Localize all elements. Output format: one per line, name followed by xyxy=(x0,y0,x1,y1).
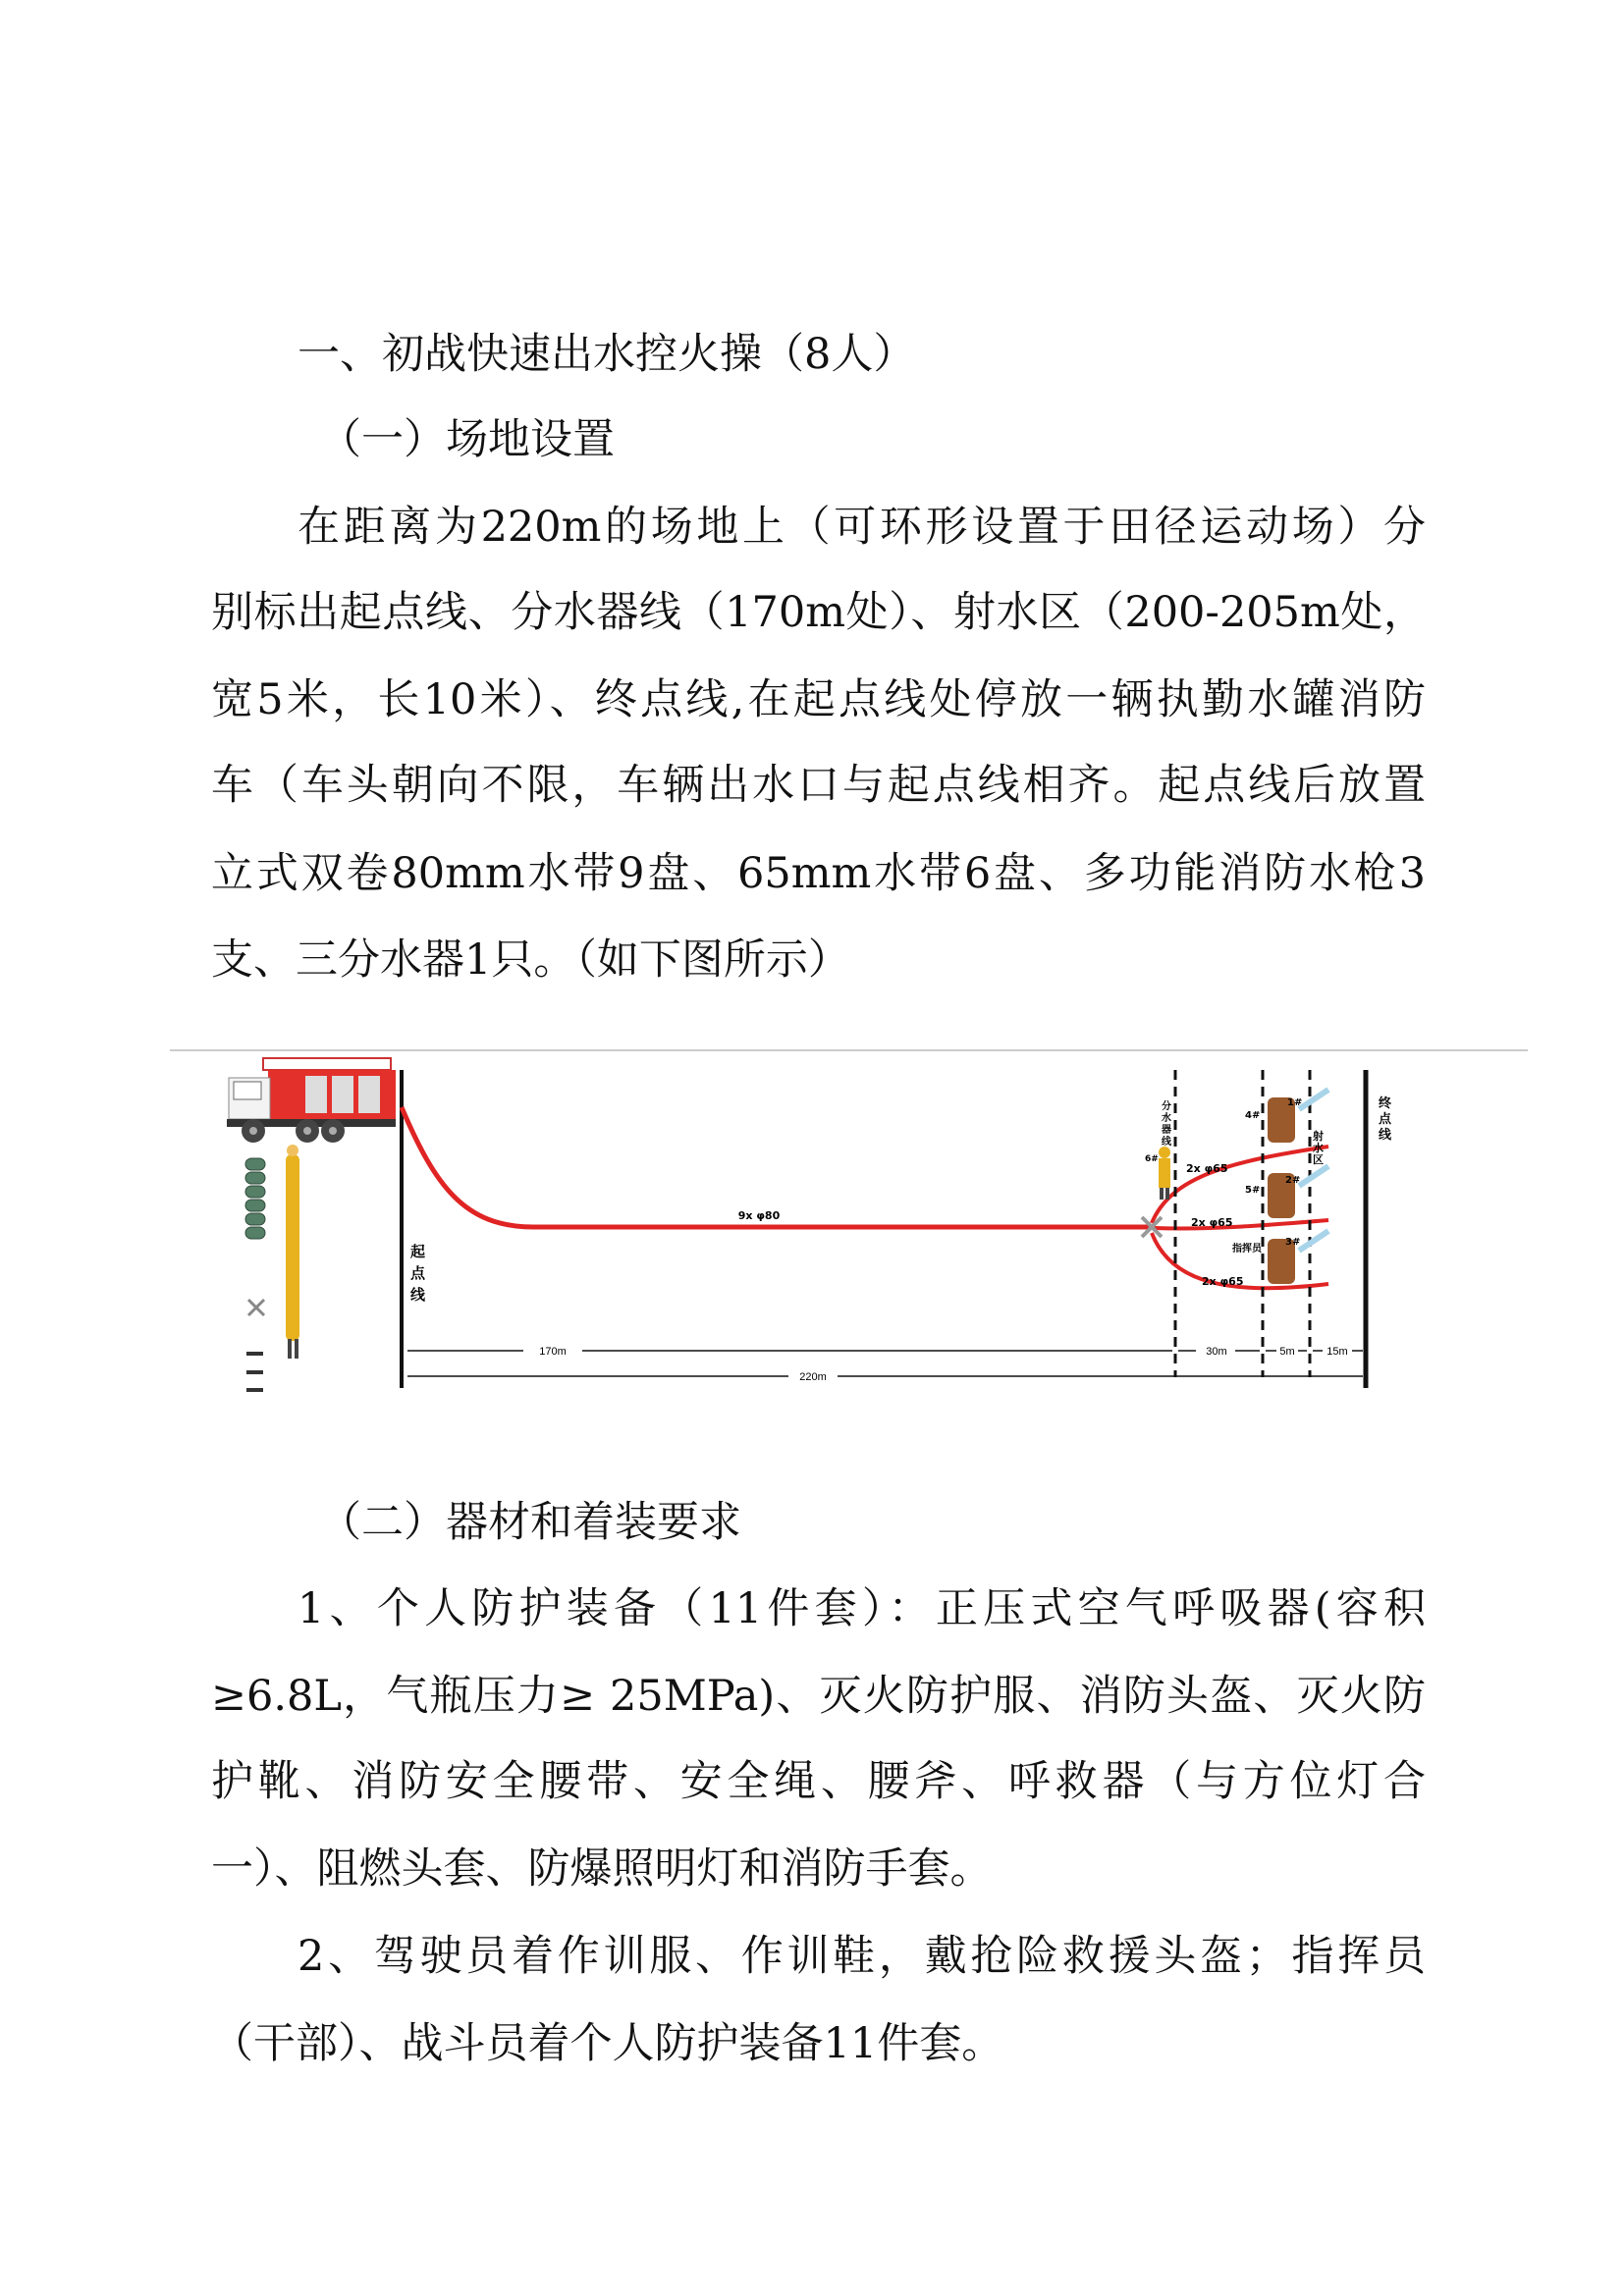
branch-hose-label: 2x φ65 xyxy=(1186,1162,1228,1175)
firefighter-6-icon xyxy=(1159,1147,1170,1200)
subsection-title-site: （一）场地设置 xyxy=(319,415,615,464)
dim-170m: 170m xyxy=(539,1346,567,1358)
paragraph-line: 护靴、消防安全腰带、安全绳、腰斧、呼救器（与方位灯合 xyxy=(211,1757,1426,1806)
position-label-6: 6# xyxy=(1145,1154,1159,1164)
end-line-label: 终点线 xyxy=(1379,1096,1392,1143)
fire-truck-icon xyxy=(227,1058,396,1143)
paragraph-line: ≥6.8L，气瓶压力≥ 25MPa)、灭火防护服、消防头盔、灭火防 xyxy=(211,1672,1426,1721)
branch-hose xyxy=(1155,1220,1328,1228)
spray-zone-label: 射水区 xyxy=(1313,1130,1324,1166)
start-line-label: 起点线 xyxy=(410,1243,426,1304)
paragraph-line: （干部）、战斗员着个人防护装备11件套。 xyxy=(211,2019,1004,2068)
section-title: 一、初战快速出水控火操（8人） xyxy=(298,330,916,379)
dim-30m: 30m xyxy=(1206,1346,1227,1358)
firefighter-group-icon xyxy=(1268,1097,1295,1284)
splitter-line-label: 分水器线 xyxy=(1162,1101,1171,1148)
dim-220m: 220m xyxy=(799,1371,827,1383)
paragraph-line: 宽5米，长10米）、终点线,在起点线处停放一辆执勤水罐消防 xyxy=(211,675,1426,724)
site-layout-diagram xyxy=(170,1048,1528,1398)
paragraph-line: 支、三分水器1只。（如下图所示） xyxy=(211,935,850,985)
nozzles-icon xyxy=(246,1354,263,1390)
paragraph-line: 2、驾驶员着作训服、作训鞋，戴抢险救援头盔；指挥员 xyxy=(298,1932,1426,1981)
firefighters-lineup-icon xyxy=(286,1145,299,1359)
water-spray-icon xyxy=(1299,1090,1328,1251)
branch-hose-label: 2x φ65 xyxy=(1202,1275,1244,1288)
main-hose-label: 9x φ80 xyxy=(737,1209,781,1222)
paragraph-line: 1、个人防护装备（11件套）：正压式空气呼吸器(容积 xyxy=(298,1584,1426,1633)
position-label-5: 5# xyxy=(1245,1185,1261,1196)
paragraph-line: 在距离为220m的场地上（可环形设置于田径运动场）分 xyxy=(298,503,1426,552)
dim-15m: 15m xyxy=(1326,1346,1348,1358)
position-label-1: 1# xyxy=(1287,1097,1303,1108)
water-divider-icon xyxy=(248,1300,264,1315)
position-label-3: 3# xyxy=(1285,1237,1301,1248)
paragraph-line: 别标出起点线、分水器线（170m处）、射水区（200-205m处， xyxy=(211,588,1426,637)
branch-hose-label: 2x φ65 xyxy=(1191,1216,1233,1229)
hose-rolls-stack-icon xyxy=(245,1158,265,1239)
position-label-2: 2# xyxy=(1285,1175,1301,1186)
position-label-4: 4# xyxy=(1245,1110,1261,1121)
paragraph-line: 一）、阻燃头套、防爆照明灯和消防手套。 xyxy=(211,1844,993,1894)
subsection-title-equipment: （二）器材和着装要求 xyxy=(319,1498,741,1547)
commander-label: 指挥员 xyxy=(1232,1244,1262,1255)
paragraph-line: 车（车头朝向不限，车辆出水口与起点线相齐。起点线后放置 xyxy=(211,761,1426,810)
dim-5m: 5m xyxy=(1279,1346,1295,1358)
paragraph-line: 立式双卷80mm水带9盘、65mm水带6盘、多功能消防水枪3 xyxy=(211,849,1426,898)
